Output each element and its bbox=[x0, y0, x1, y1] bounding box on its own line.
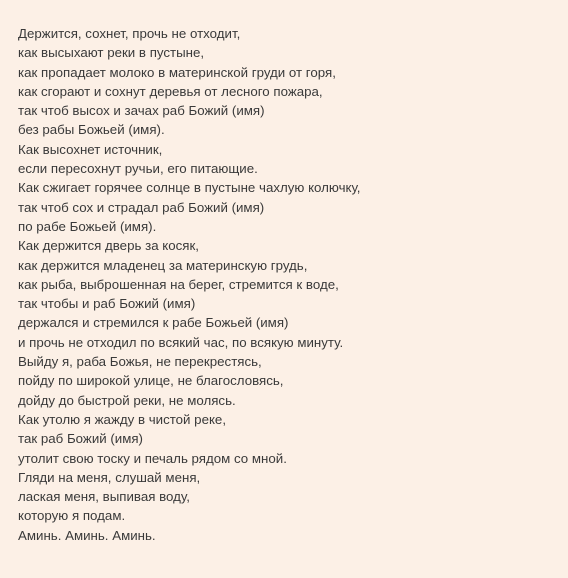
poem-line: Как держится дверь за косяк, bbox=[18, 238, 200, 254]
poem-line: лаская меня, выпивая воду, bbox=[18, 489, 190, 505]
poem-line: дойду до быстрой реки, не молясь. bbox=[18, 392, 236, 408]
poem-line: которую я подам. bbox=[18, 508, 126, 524]
poem-line: так раб Божий (имя) bbox=[18, 431, 143, 447]
poem-line: Как сжигает горячее солнце в пустыне чахлую колючку, bbox=[18, 180, 361, 196]
poem-line: как рыба, выброшенная на берег, стремится к воде, bbox=[18, 276, 339, 292]
poem-line: и прочь не отходил по всякий час, по всякую минуту. bbox=[18, 334, 344, 350]
poem-line: по рабе Божьей (имя). bbox=[18, 218, 157, 234]
poem-line: так чтоб сох и страдал раб Божий (имя) bbox=[18, 199, 265, 215]
poem-line: без рабы Божьей (имя). bbox=[18, 122, 165, 138]
poem-line: утолит свою тоску и печаль рядом со мной. bbox=[18, 450, 287, 466]
poem-line: как сгорают и сохнут деревья от лесного пожара, bbox=[18, 83, 323, 99]
poem-line: Выйду я, раба Божья, не перекрестясь, bbox=[18, 354, 262, 370]
poem-line: Гляди на меня, слушай меня, bbox=[18, 469, 201, 485]
poem-line: пойду по широкой улице, не благословясь, bbox=[18, 373, 284, 389]
poem-text bbox=[18, 24, 360, 545]
poem-line: как держится младенец за материнскую грудь, bbox=[18, 257, 308, 273]
poem-line: Как утолю я жажду в чистой реке, bbox=[18, 411, 227, 427]
poem-line: Как высохнет источник, bbox=[18, 141, 163, 157]
poem-line: держался и стремился к рабе Божьей (имя) bbox=[18, 315, 289, 331]
poem-line: как пропадает молоко в материнской груди от горя, bbox=[18, 64, 336, 80]
poem-line: так чтобы и раб Божий (имя) bbox=[18, 296, 196, 312]
poem-line: так чтоб высох и зачах раб Божий (имя) bbox=[18, 103, 265, 119]
poem-line: как высыхают реки в пустыне, bbox=[18, 45, 205, 61]
poem-line: если пересохнут ручьи, его питающие. bbox=[18, 161, 258, 177]
poem-line: Держится, сохнет, прочь не отходит, bbox=[18, 26, 241, 41]
poem-line: Аминь. Аминь. Аминь. bbox=[18, 527, 156, 543]
